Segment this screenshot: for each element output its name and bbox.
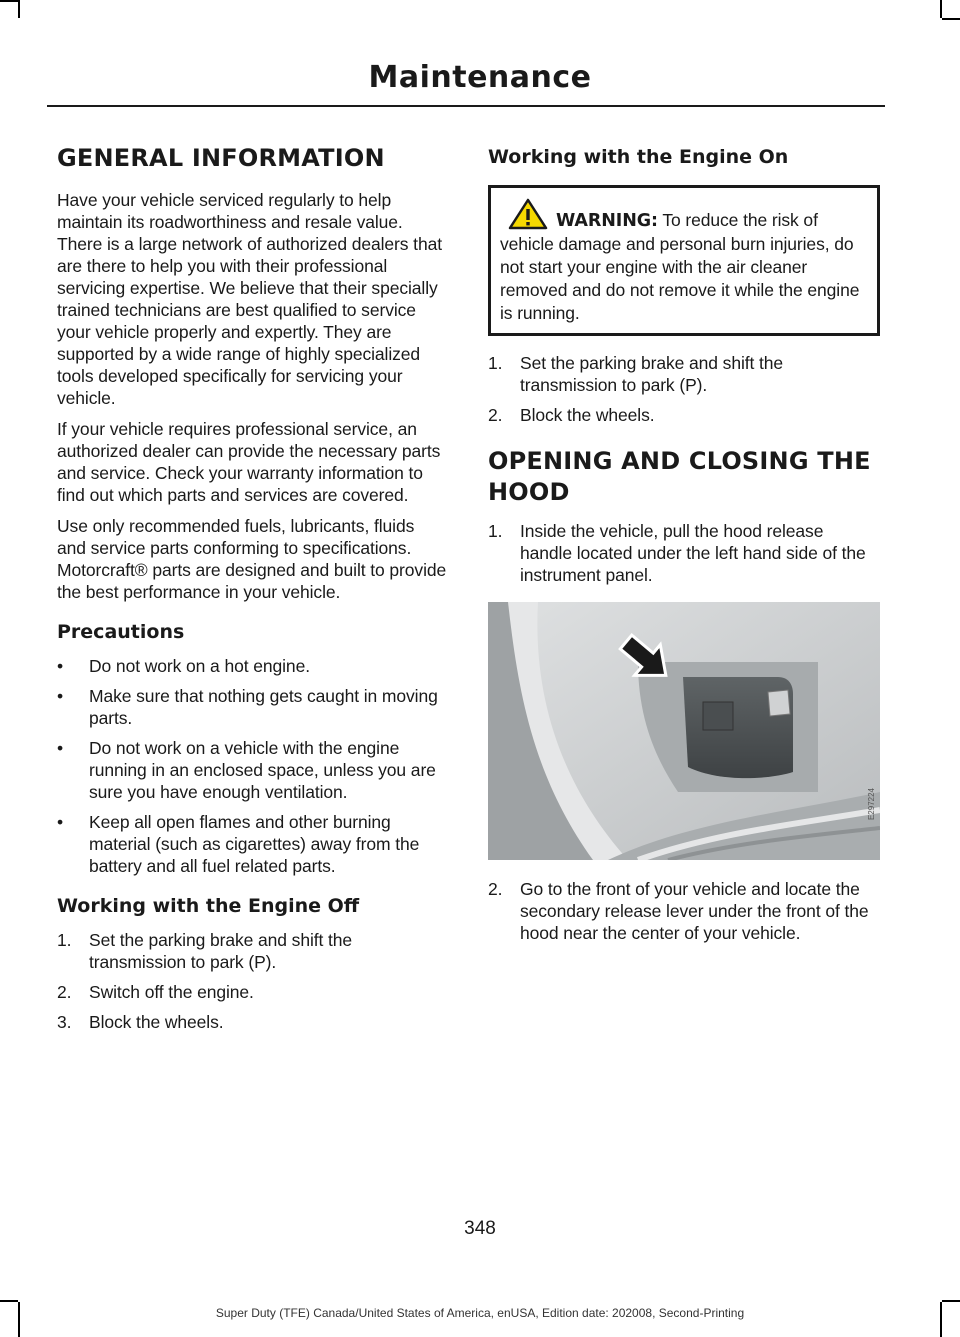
hood-steps-continued (488, 878, 880, 944)
list-item: 1. Set the parking brake and shift the transmission to park (P). (488, 353, 784, 395)
left-column (57, 142, 447, 1041)
list-item: • Do not work on a vehicle with the engine running in an enclosed space, unless you are sure you have enough ventilation. (57, 738, 436, 802)
hood-release-figure (488, 602, 880, 860)
list-item: 1. Set the parking brake and shift the transmission to park (P). (57, 930, 353, 972)
general-paragraph: Have your vehicle serviced regularly to help maintain its roadworthiness and resale value. There is a large network of authorized dealers that are there to help you with their professional servicing expertise. We believe that their specially trained technicians are best qualified to service your vehicle properly and expertly. They are supported by a wide range of highly specialized tools developed specifically for servicing your vehicle. (57, 190, 442, 408)
page-header-title: Maintenance (368, 60, 592, 95)
warning-triangle-icon (508, 198, 548, 230)
bullet: • (57, 812, 64, 832)
hood-release-handle-illustration-icon (488, 602, 880, 860)
crop-mark (0, 1300, 18, 1302)
precautions-heading: Precautions (57, 621, 185, 643)
header-rule (47, 105, 885, 107)
hood-heading: OPENING AND CLOSING THE HOOD (488, 447, 871, 506)
warning-label: WARNING: (556, 211, 658, 231)
list-item: • Do not work on a hot engine. (57, 656, 310, 676)
list-item: 2. Switch off the engine. (57, 982, 254, 1002)
list-item: 1. Inside the vehicle, pull the hood release handle located under the left hand side of the instrument panel. (488, 521, 866, 585)
engine-on-steps (488, 352, 880, 426)
general-paragraph: If your vehicle requires professional service, an authorized dealer can provide the necessary parts and service. Check your warranty information to find out which parts and services are covered. (57, 419, 441, 505)
general-paragraph: Use only recommended fuels, lubricants, fluids and service parts conforming to specifications. Motorcraft® parts are designed and built to provide the best performance in your vehicle. (57, 516, 447, 602)
bullet: • (57, 738, 64, 758)
hood-steps (488, 520, 880, 586)
crop-mark (942, 18, 960, 20)
crop-mark (940, 0, 942, 18)
engine-off-steps (57, 929, 447, 1033)
engine-off-heading: Working with the Engine Off (57, 895, 360, 917)
list-item: 2. Block the wheels. (488, 405, 655, 425)
page-number: 348 (464, 1218, 496, 1239)
bullet: • (57, 686, 64, 706)
list-item: 2. Go to the front of your vehicle and locate the secondary release lever under the front of the hood near the center of your vehicle. (488, 879, 869, 943)
list-item: 3. Block the wheels. (57, 1012, 224, 1032)
figure-code: E297224 (867, 787, 876, 820)
bullet: • (57, 656, 64, 676)
general-information-heading: GENERAL INFORMATION (57, 144, 385, 172)
footer-text: Super Duty (TFE) Canada/United States of America, enUSA, Edition date: 202008, Second-Printing (215, 1306, 745, 1320)
engine-on-heading: Working with the Engine On (488, 146, 789, 168)
right-column (488, 142, 880, 952)
crop-mark (0, 0, 18, 2)
list-item: • Make sure that nothing gets caught in moving parts. (57, 686, 438, 728)
warning-box (488, 185, 880, 336)
crop-mark (18, 0, 20, 18)
precautions-list (57, 655, 447, 877)
warning-text: To reduce the risk of vehicle damage and personal burn injuries, do not start your engine with the air cleaner removed and do not remove it while the engine is running. (500, 210, 860, 323)
crop-mark (942, 1300, 960, 1302)
list-item: • Keep all open flames and other burning material (such as cigarettes) away from the battery and all fuel related parts. (57, 812, 420, 876)
